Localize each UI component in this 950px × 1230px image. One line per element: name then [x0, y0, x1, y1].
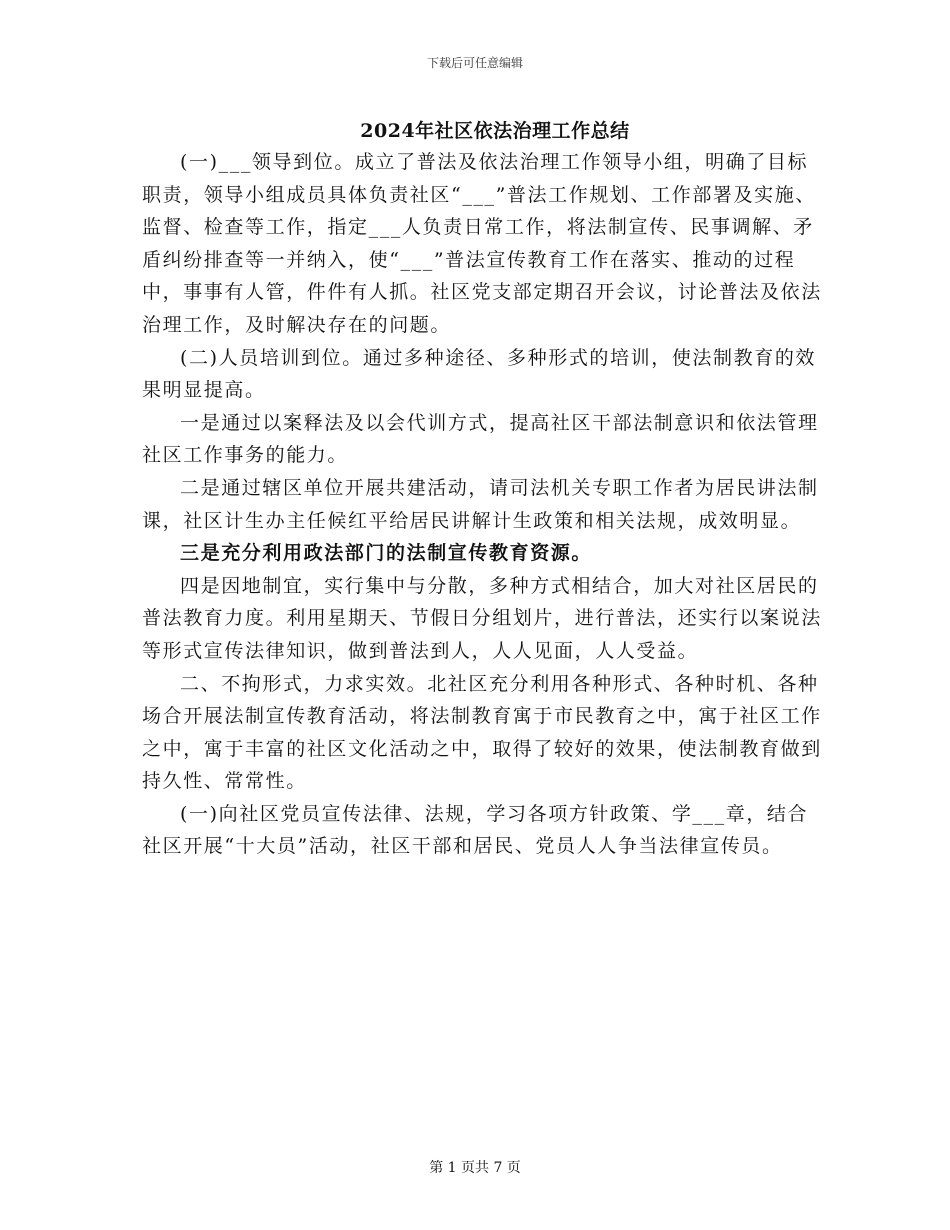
- document-body: [142, 146, 822, 863]
- document-title: 2024年社区依法治理工作总结: [360, 120, 630, 142]
- paragraph: 四是因地制宜，实行集中与分散，多种方式相结合，加大对社区居民的普法教育力度。利用星期天、节假日分组划片，进行普法，还实行以案说法等形式宣传法律知识，做到普法到人，人人见面，人人受益。: [142, 574, 822, 662]
- paragraph: 一是通过以案释法及以会代训方式，提高社区干部法制意识和依法管理社区工作事务的能力。: [142, 411, 819, 467]
- paragraph: 二、不拘形式，力求实效。北社区充分利用各种形式、各种时机、各种场合开展法制宣传教育活动，将法制教育寓于市民教育之中，寓于社区工作之中，寓于丰富的社区文化活动之中，取得了较好的效果，使法制教育做到持久性、常常性。: [142, 672, 822, 793]
- paragraph: (一)___领导到位。成立了普法及依法治理工作领导小组，明确了目标职责，领导小组成员具体负责社区“___”普法工作规划、工作部署及实施、监督、检查等工作，指定___人负责日常工作，将法制宣传、民事调解、矛盾纠纷排查等一并纳入，使“___”普法宣传教育工作在落实、推动的过程中，事事有人管，件件有人抓。社区党支部定期召开会议，讨论普法及依法治理工作，及时解决存在的问题。: [142, 151, 822, 336]
- paragraph: (一)向社区党员宣传法律、法规，学习各项方针政策、学___章，结合社区开展“十大员”活动，社区干部和居民、党员人人争当法律宣传员。: [142, 802, 809, 858]
- paragraph-bold: 三是充分利用政法部门的法制宣传教育资源。: [180, 542, 593, 565]
- page-number: 第 1 页共 7 页: [429, 1160, 521, 1176]
- page-header: 下载后可任意编辑: [426, 56, 523, 70]
- paragraph: (二)人员培训到位。通过多种途径、多种形式的培训，使法制教育的效果明显提高。: [142, 346, 817, 402]
- paragraph: 二是通过辖区单位开展共建活动，请司法机关专职工作者为居民讲法制课，社区计生办主任候红平给居民讲解计生政策和相关法规，成效明显。: [142, 476, 819, 532]
